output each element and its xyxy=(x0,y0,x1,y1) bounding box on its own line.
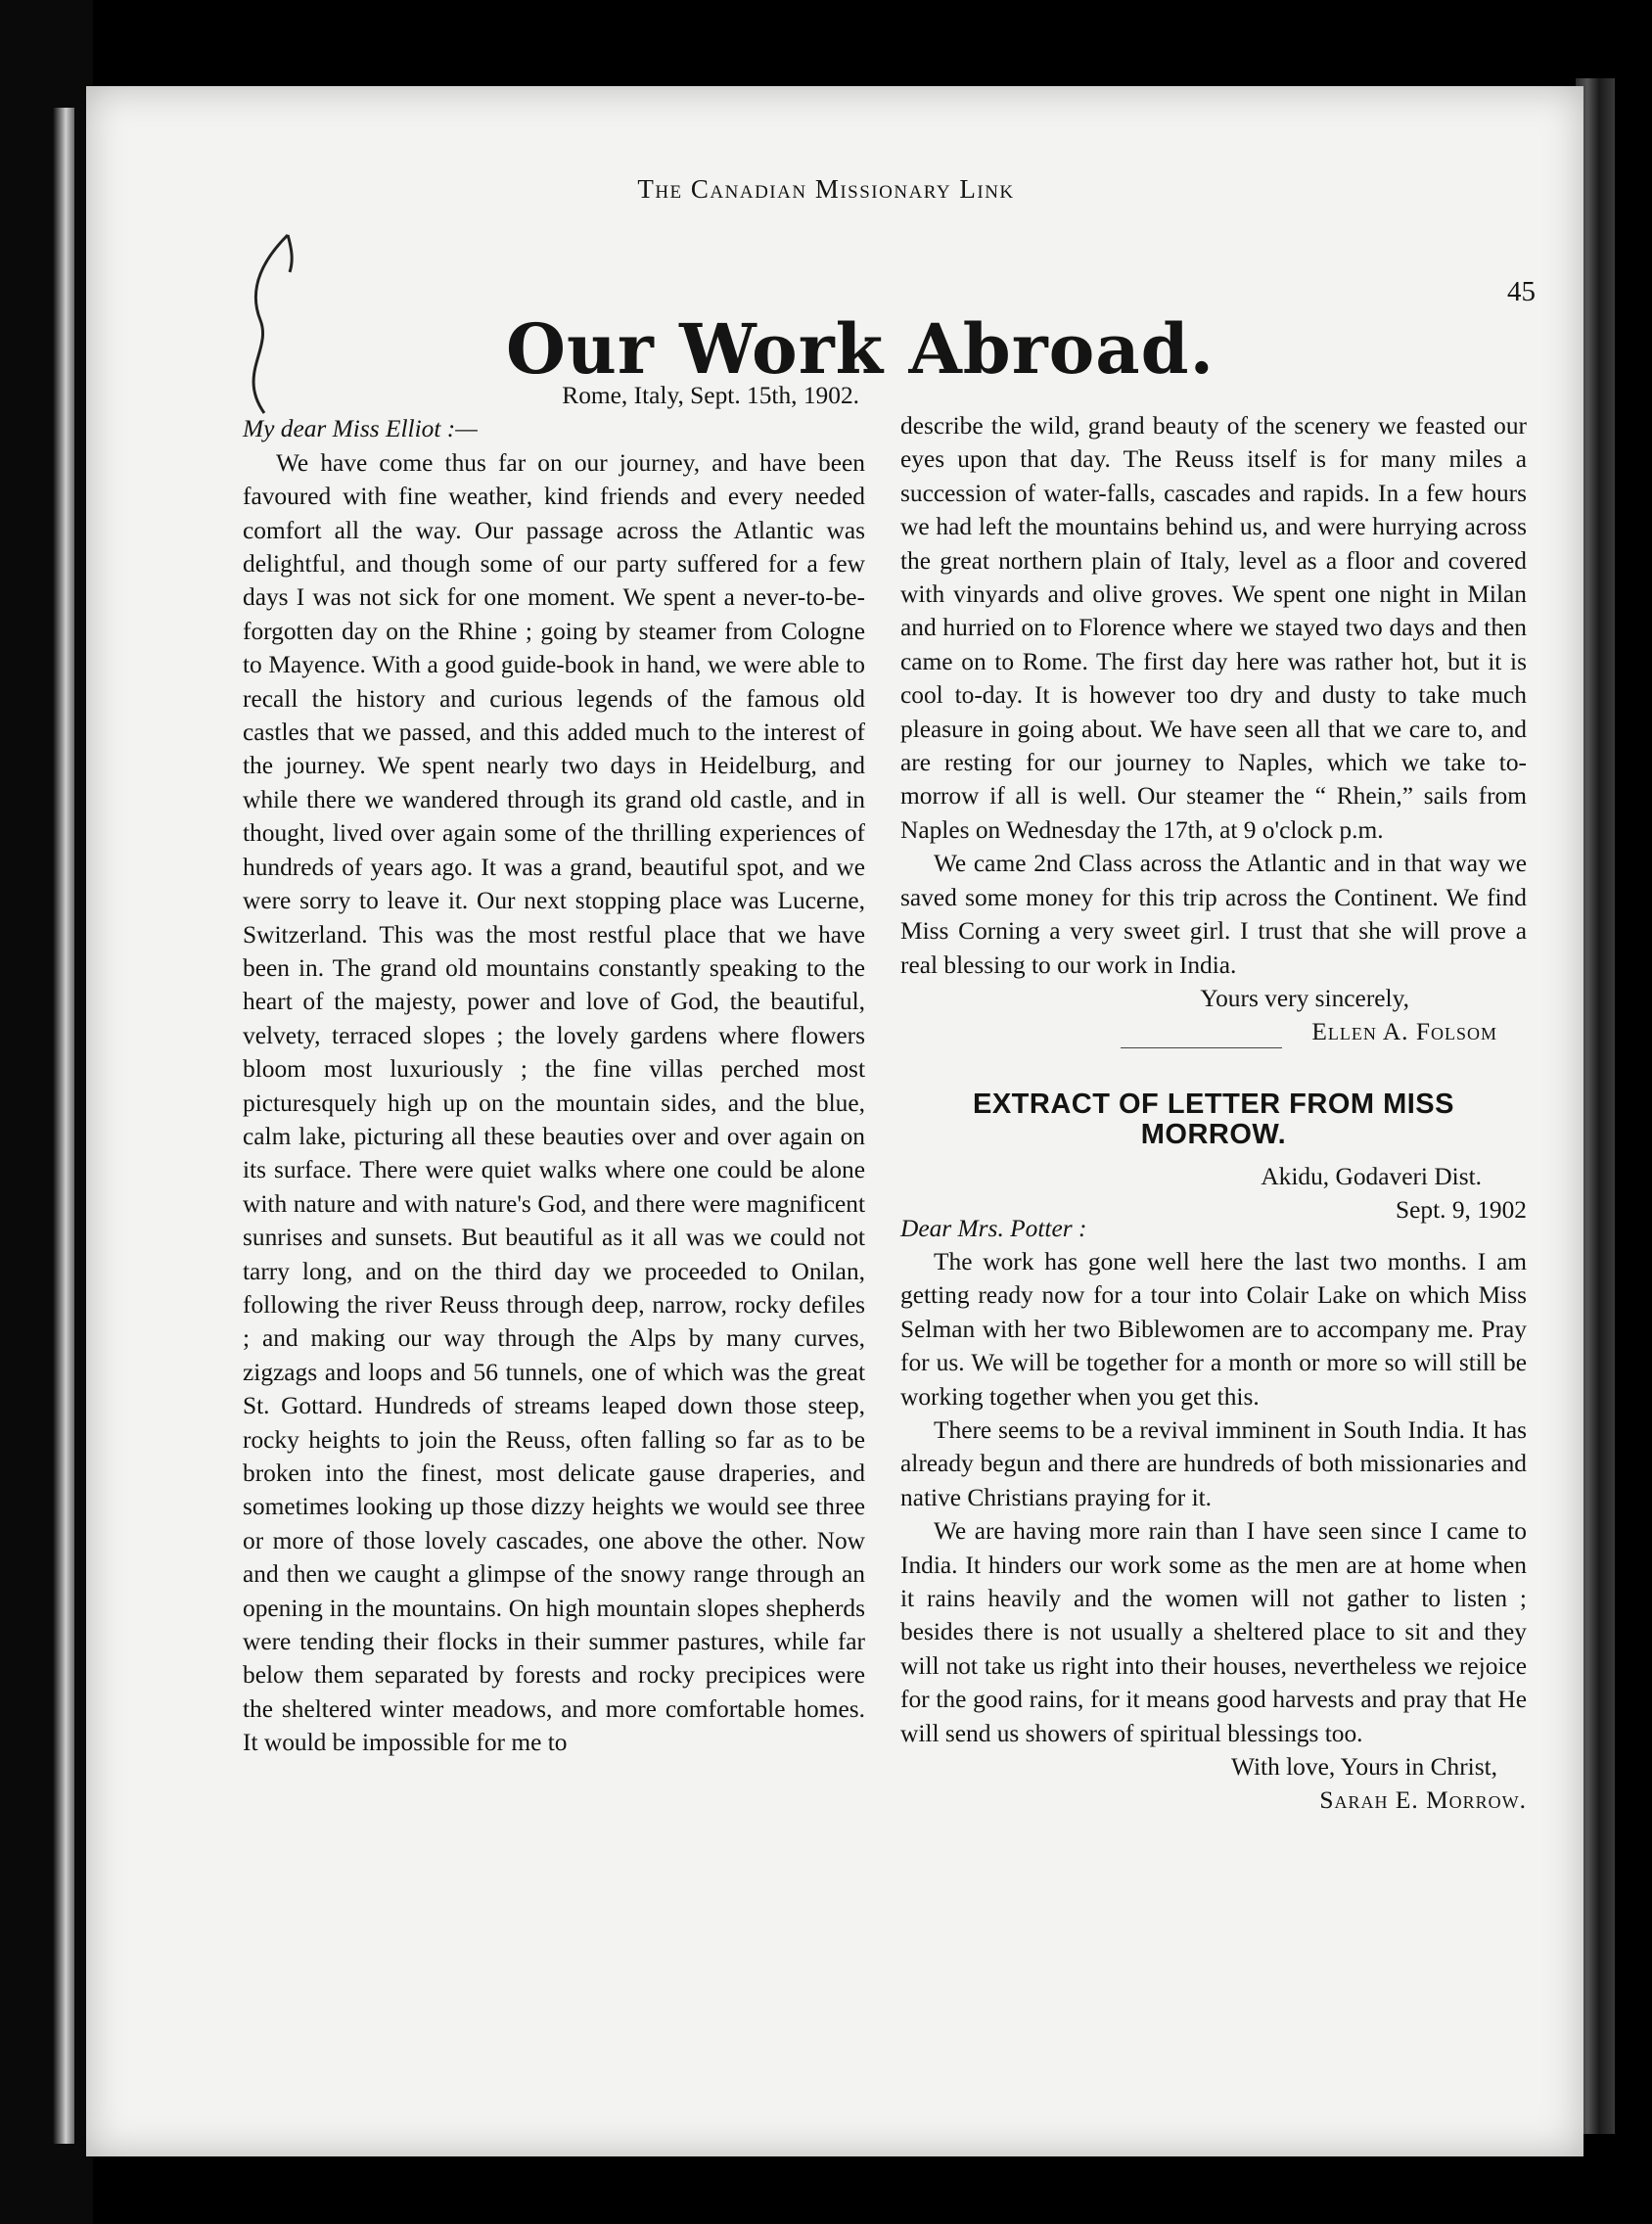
extract-salutation: Dear Mrs. Potter : xyxy=(900,1214,1087,1242)
letter-closing: Yours very sincerely, xyxy=(1200,984,1409,1012)
letter-paragraph: We have come thus far on our journey, and have been favoured with fine weather, kind friends and every needed comfort all the way. Our passage across the Atlantic was delightful, and though some of our party suffered for a few days I was not sick for one moment. We spent a never-to-be-forgotten day on the Rhine ; going by steamer from Cologne to Mayence. With a good guide-book in hand, we were able to recall the history and curious legends of the famous old castles that we passed, and this added much to the interest of the journey. We spent nearly two days in Heidelburg, and while there we wandered through its grand old castle, and in thought, lived over again some of the thrilling experiences of hundreds of years ago. It was a grand, beautiful spot, and we were sorry to leave it. Our next stopping place was Lucerne, Switzerland. This was the most restful place that we have been in. The grand old mountains constantly speaking to the heart of the majesty, power and love of God, the beautiful, velvety, terraced slopes ; the lovely gardens where flowers bloom most luxuriously ; the fine villas perched most picturesquely high up on the mountain sides, and the blue, calm lake, picturing all these beauties over and over again on its surface. There were quiet walks where one could be alone with nature and with nature's God, and there were magnificent sunrises and sunsets. But beautiful as it all was we could not tarry long, and on the third day we proceeded to Onilan, following the river Reuss through deep, narrow, rocky defiles ; and making our way through the Alps by many curves, zigzags and loops and 56 tunnels, one of which was the great St. Gottard. Hundreds of streams leaped down those steep, rocky heights to join the Reuss, often falling so far as to be broken into the finest, most delicate gause draperies, and sometimes looking up those dizzy heights we would see three or more of those lovely cascades, one above the other. Now and then we caught a glimpse of the snowy range through an opening in the mountains. On high mountain slopes shepherds were tending their flocks in their summer pastures, while far below them separated by forests and rocky precipices were the sheltered winter meadows, and more comfortable homes. It would be impossible for me to xyxy=(243,448,865,1757)
letter-paragraph: We came 2nd Class across the Atlantic and in that way we saved some money for this trip across the Continent. We find Miss Corning a very sweet girl. I trust that she will prove a real blessing to our work in India. xyxy=(900,850,1527,979)
letter-salutation: My dear Miss Elliot :— xyxy=(243,415,478,443)
letter-dateline: Rome, Italy, Sept. 15th, 1902. xyxy=(562,382,859,409)
extract-date: Sept. 9, 1902 xyxy=(1395,1196,1527,1225)
extract-paragraph: The work has gone well here the last two months. I am getting ready now for a tour into Colair Lake on which Miss Selman with her two Biblewomen are to accompany me. Pray for us. We will be together for a month or more so will still be working together when you get this. xyxy=(900,1247,1527,1411)
extract-paragraph: There seems to be a revival imminent in South India. It has already begun and there are hundreds of both missionaries and native Christians praying for it. xyxy=(900,1415,1527,1511)
extract-place: Akidu, Godaveri Dist. xyxy=(1261,1162,1482,1190)
left-column xyxy=(243,379,865,1760)
page-number: 45 xyxy=(1507,276,1536,307)
extract-heading: EXTRACT OF LETTER FROM MISS MORROW. xyxy=(973,1088,1454,1150)
extract-closing: With love, Yours in Christ, xyxy=(1231,1753,1497,1782)
letter-paragraph-continued: describe the wild, grand beauty of the scenery we feasted our eyes upon that day. The Reuss itself is for many miles a succession of water-falls, cascades and rapids. In a few hours we had left the mountains behind us, and were hurrying across the great northern plain of Italy, level as a floor and covered with vinyards and olive groves. We spent one night in Milan and hurried on to Florence where we stayed two days and then came on to Rome. The first day here was rather hot, but it is cool to-day. It is however too dry and dusty to take much pleasure in going about. We have seen all that we care to, and are resting for our journey to Naples, which we take to-morrow if all is well. Our steamer the “ Rhein,” sails from Naples on Wednesday the 17th, at 9 o'clock p.m. xyxy=(900,412,1527,844)
running-head: The Canadian Missionary Link xyxy=(637,174,1015,204)
adjacent-page-edge xyxy=(53,108,74,2144)
right-column xyxy=(900,409,1527,1818)
letter-signature: Ellen A. Folsom xyxy=(1311,1018,1497,1046)
signature-rule xyxy=(1121,1047,1282,1048)
extract-signature: Sarah E. Morrow. xyxy=(1319,1786,1527,1815)
section-title: Our Work Abroad. xyxy=(506,308,1215,390)
extract-paragraph: We are having more rain than I have seen since I came to India. It hinders our work some as the men are at home when it rains heavily and the women will not gather to listen ; besides there is not usually a sheltered place to sit and they will not take us right into their houses, nevertheless we rejoice for the good rains, for it means good harvests and pray that He will send us showers of spiritual blessings too. xyxy=(900,1517,1527,1747)
